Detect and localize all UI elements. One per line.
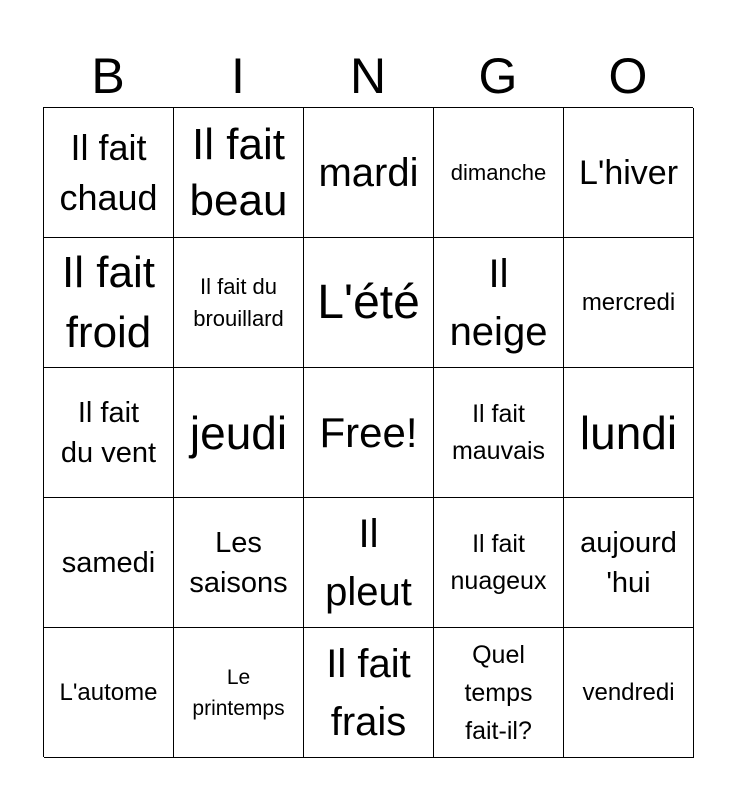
cell-label: Il fait chaud — [59, 126, 158, 218]
bingo-cell[interactable] — [304, 108, 434, 238]
cell-label: Le printemps — [192, 665, 285, 720]
bingo-cell[interactable] — [44, 368, 174, 498]
cell-label: Free! — [319, 408, 418, 456]
bingo-cell[interactable] — [44, 498, 174, 628]
cell-label: Il pleut — [325, 511, 412, 614]
cell-label: Les saisons — [189, 526, 288, 599]
cell-label: Il fait du vent — [60, 396, 157, 469]
bingo-cell[interactable] — [564, 238, 694, 368]
bingo-cell[interactable] — [434, 628, 564, 758]
bingo-cell[interactable] — [174, 108, 304, 238]
cell-label: Il fait froid — [62, 247, 155, 357]
cell-label: Il fait frais — [326, 641, 411, 744]
bingo-cell[interactable] — [44, 238, 174, 368]
bingo-cell[interactable] — [174, 368, 304, 498]
cell-label: lundi — [579, 406, 678, 459]
cell-label: dimanche — [450, 159, 547, 185]
cell-label: mardi — [318, 150, 419, 195]
bingo-cell[interactable] — [434, 498, 564, 628]
bingo-cell[interactable] — [44, 628, 174, 758]
cell-label: samedi — [61, 546, 156, 579]
bingo-cell[interactable] — [304, 368, 434, 498]
header-letter-g: G — [478, 48, 518, 104]
bingo-board — [43, 107, 693, 757]
bingo-cell[interactable] — [564, 108, 694, 238]
cell-label: jeudi — [189, 406, 288, 459]
bingo-cell[interactable] — [564, 368, 694, 498]
cell-label: L'été — [317, 275, 420, 329]
bingo-cell[interactable] — [44, 108, 174, 238]
bingo-cell[interactable] — [434, 108, 564, 238]
header-letter-b: B — [91, 48, 125, 104]
cell-label: Il fait du brouillard — [193, 273, 284, 331]
bingo-cell[interactable] — [304, 238, 434, 368]
bingo-cell[interactable] — [304, 628, 434, 758]
bingo-cell[interactable] — [564, 628, 694, 758]
header-letter-o: O — [608, 48, 648, 104]
cell-label: Quel temps fait-il? — [464, 640, 533, 745]
bingo-cell[interactable] — [434, 238, 564, 368]
cell-label: L'autome — [59, 678, 158, 706]
bingo-cell[interactable] — [434, 368, 564, 498]
bingo-cell[interactable] — [304, 498, 434, 628]
cell-label: L'hiver — [578, 153, 679, 192]
header-letter-n: N — [349, 48, 387, 104]
bingo-header — [43, 44, 693, 108]
bingo-cell[interactable] — [564, 498, 694, 628]
bingo-cell[interactable] — [174, 498, 304, 628]
bingo-cell[interactable] — [174, 628, 304, 758]
cell-label: Il fait mauvais — [451, 399, 546, 465]
cell-label: Il fait beau — [189, 119, 288, 225]
cell-label: Il neige — [449, 251, 548, 354]
cell-label: Il fait nuageux — [450, 529, 547, 595]
header-letter-i: I — [231, 48, 245, 104]
cell-label: mercredi — [581, 288, 676, 316]
cell-label: vendredi — [582, 678, 675, 706]
cell-label: aujourd 'hui — [580, 526, 677, 599]
bingo-cell[interactable] — [174, 238, 304, 368]
